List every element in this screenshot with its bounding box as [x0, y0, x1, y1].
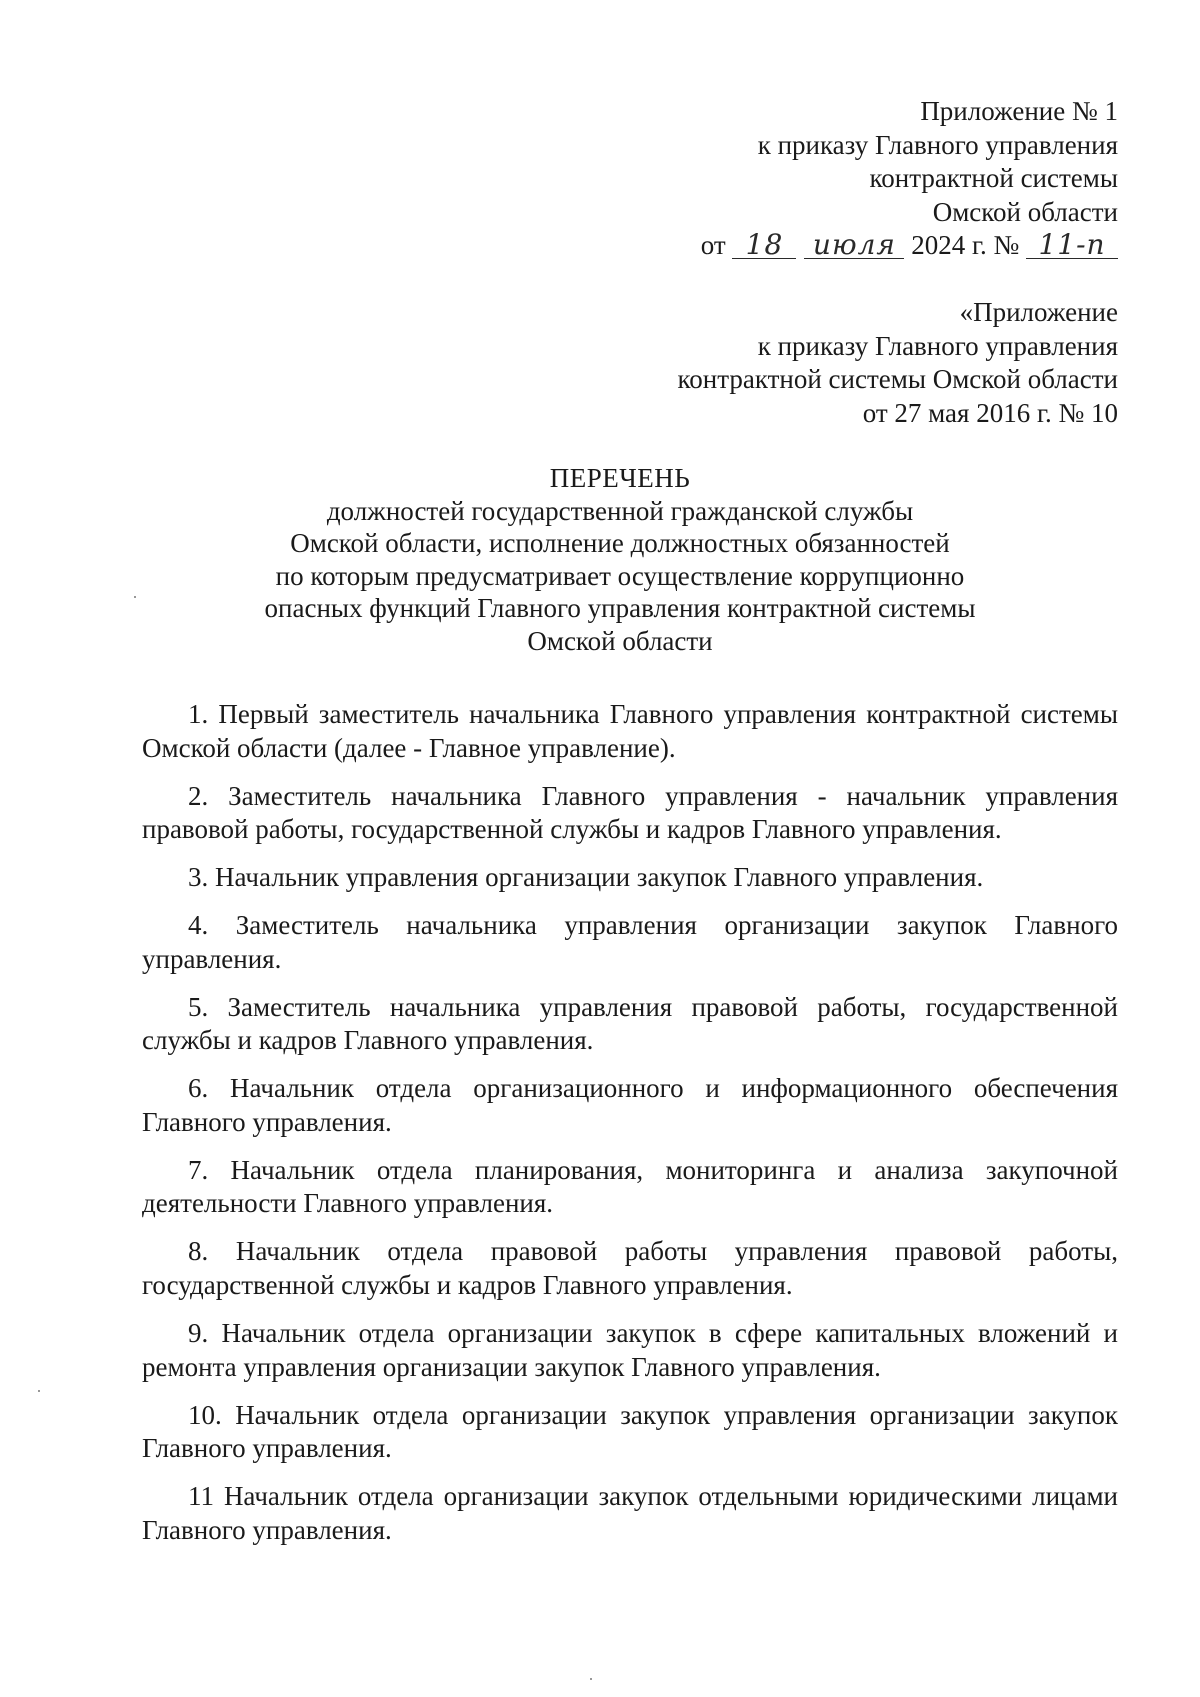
list-item: 4. Заместитель начальника управления организации закупок Главного управления. — [142, 910, 1118, 974]
handwritten-month: июля — [804, 232, 904, 259]
list-item: 7. Начальник отдела планирования, мониторинга и анализа закупочной деятельности Главного управления. — [142, 1154, 1118, 1219]
scan-speck — [38, 1390, 40, 1392]
list-item: 2. Заместитель начальника Главного управления - начальник управления правовой работы, государственной службы и кадров Главного управления. — [142, 780, 1118, 845]
appendix-original-line2: к приказу Главного управления — [757, 330, 1118, 361]
appendix-original-line3: контрактной системы Омской области — [677, 364, 1118, 394]
scan-speck — [134, 596, 136, 598]
title-line5: Омской области — [527, 625, 713, 656]
list-item: 3. Начальник управления организации закупок Главного управления. — [188, 862, 984, 893]
list-item: 11 Начальник отдела организации закупок отдельными юридическими лицами Главного управления. — [142, 1481, 1118, 1545]
title-line2: Омской области, исполнение должностных обязанностей — [290, 528, 950, 558]
title-line4: опасных функций Главного управления контрактной системы — [264, 593, 976, 623]
list-item: 5. Заместитель начальника управления правовой работы, государственной службы и кадров Главного управления. — [142, 991, 1118, 1056]
handwritten-order-number: 11-п — [1026, 232, 1118, 259]
list-item: 1. Первый заместитель начальника Главного управления контрактной системы Омской области (далее - Главное управление). — [142, 699, 1118, 763]
list-item: 10. Начальник отдела организации закупок управления организации закупок Главного управления. — [142, 1399, 1118, 1464]
title-line3: по которым предусматривает осуществление коррупционно — [275, 560, 965, 591]
appendix-1-line2: к приказу Главного управления — [757, 129, 1118, 160]
appendix-original-header — [678, 296, 1118, 430]
document-title — [130, 462, 1110, 657]
handwritten-day: 18 — [732, 232, 796, 259]
appendix-1-date-line — [701, 229, 1118, 263]
appendix-1-line3: контрактной системы — [869, 163, 1118, 193]
positions-list — [142, 698, 1118, 1562]
appendix-original-line4: от 27 мая 2016 г. № 10 — [862, 397, 1118, 428]
appendix-original-line1: «Приложение — [959, 297, 1118, 327]
title-heading: ПЕРЕЧЕНЬ — [549, 463, 691, 493]
list-item: 9. Начальник отдела организации закупок в сфере капитальных вложений и ремонта управления организации закупок Главного управления. — [142, 1318, 1118, 1382]
scan-speck — [590, 1678, 592, 1680]
title-line1: должностей государственной гражданской службы — [326, 495, 914, 526]
appendix-1-line4: Омской области — [932, 196, 1118, 227]
date-year: 2024 г. № — [911, 230, 1020, 260]
appendix-1-line1: Приложение № 1 — [920, 96, 1118, 126]
list-item: 8. Начальник отдела правовой работы управления правовой работы, государственной службы и кадров Главного управления. — [142, 1236, 1118, 1301]
list-item: 6. Начальник отдела организационного и информационного обеспечения Главного управления. — [142, 1073, 1118, 1137]
date-prefix: от — [700, 230, 726, 260]
appendix-1-header — [701, 95, 1118, 263]
